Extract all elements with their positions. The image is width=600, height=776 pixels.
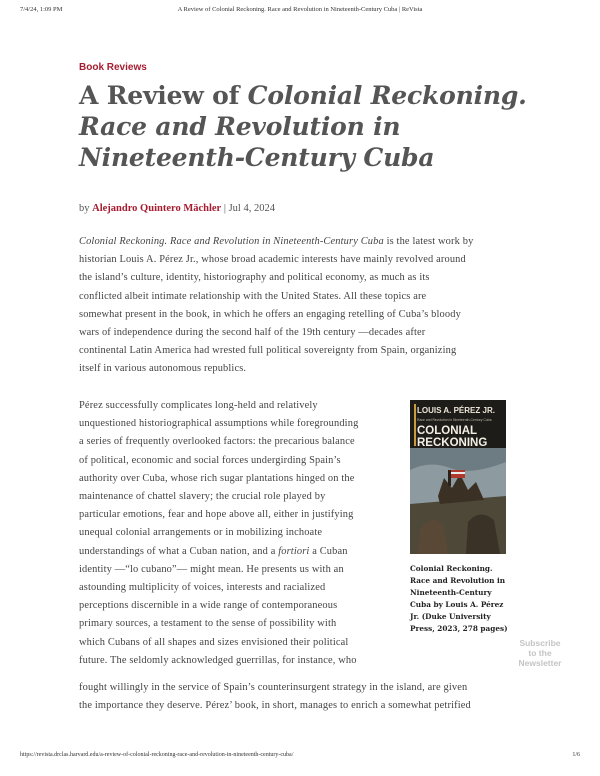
paragraph-line: somewhat present in the book, in which he offers an engaging retelling of Cuba’s bloody bbox=[79, 308, 461, 320]
title-line-3: Nineteenth-Century Cuba bbox=[79, 143, 435, 172]
book-caption bbox=[410, 563, 520, 635]
book-cover-image bbox=[410, 400, 506, 554]
subscribe-line-3: Newsletter bbox=[518, 658, 562, 668]
author-link[interactable]: Alejandro Quintero Mächler bbox=[92, 203, 222, 214]
book-title-inline: Colonial Reckoning. Race and Revolution in Nineteenth-Century Cuba bbox=[79, 236, 384, 247]
caption-line: Press, 2023, 278 pages) bbox=[410, 624, 508, 633]
cover-author: LOUIS A. PÉREZ JR. bbox=[417, 406, 495, 415]
paragraph-line: historian Louis A. Pérez Jr., whose broad academic interests have mainly revolved around bbox=[79, 254, 466, 266]
title-line-2: Race and Revolution in bbox=[79, 112, 401, 141]
paragraph-line: particular emotions, fear and hope above all, either in justifying bbox=[79, 509, 354, 521]
print-document-title: A Review of Colonial Reckoning. Race and Revolution in Nineteenth-Century Cuba | ReVista bbox=[177, 6, 423, 13]
paragraph-line: primary sources, a testament to the sense of possibility with bbox=[79, 618, 337, 630]
byline-by: by bbox=[79, 203, 90, 214]
caption-line: Jr. (Duke University bbox=[410, 612, 491, 621]
paragraph-line: maintenance of chattel slavery; the crucial role played by bbox=[79, 491, 326, 503]
paragraph-line: perceptions discernible in a wide range of contemporaneous bbox=[79, 600, 338, 612]
article-title bbox=[79, 80, 529, 173]
paragraph-2 bbox=[79, 397, 369, 670]
subscribe-newsletter-button[interactable] bbox=[512, 638, 568, 668]
byline bbox=[79, 203, 275, 214]
paragraph-line: authority over Cuba, whose rich sugar plantations hinged on the bbox=[79, 472, 355, 484]
paragraph-line: Pérez successfully complicates long-held and relatively bbox=[79, 400, 318, 411]
title-italic: Colonial Reckoning. bbox=[247, 81, 527, 110]
publish-date: Jul 4, 2024 bbox=[228, 203, 275, 214]
paragraph-line: continental Latin America had wrested full political sovereignty from Spain, organizing bbox=[79, 345, 457, 357]
print-footer bbox=[0, 752, 600, 766]
paragraph-line: understandings of what a Cuban nation, and a fortiori a Cuban bbox=[79, 545, 348, 557]
cover-title-2: RECKONING bbox=[417, 437, 488, 449]
category-link[interactable]: Book Reviews bbox=[79, 62, 147, 73]
paragraph-line: of political, economic and social forces undergirding Spain’s bbox=[79, 454, 341, 466]
paragraph-line: astounding multiplicity of voices, interests and racialized bbox=[79, 582, 326, 594]
caption-line: Nineteenth-Century bbox=[410, 588, 492, 597]
paragraph-line: future. The seldomly acknowledged guerrillas, for instance, who bbox=[79, 654, 357, 666]
paragraph-line: fought willingly in the service of Spain’s counterinsurgent strategy in the island, are given bbox=[79, 682, 468, 693]
byline-separator: | bbox=[223, 203, 226, 214]
page-number: 1/6 bbox=[572, 752, 580, 758]
page-url: https://revista.drclas.harvard.edu/a-review-of-colonial-reckoning-race-and-revolution-in-nineteenth-century-cuba/ bbox=[20, 752, 294, 758]
paragraph-line: which Cubans of all shapes and sizes envisioned their political bbox=[79, 636, 349, 648]
paragraph-1 bbox=[79, 233, 519, 379]
paragraph-3 bbox=[79, 679, 539, 715]
paragraph-line: unequal colonial arrangements or in mobilizing inchoate bbox=[79, 527, 323, 539]
paragraph-line: conflicted albeit intimate relationship with the United States. All these topics are bbox=[79, 290, 427, 302]
paragraph-line: the importance they deserve. Pérez’ book, in short, manages to enrich a somewhat petrified bbox=[79, 700, 471, 712]
paragraph-line: the island’s culture, identity, historiography and political economy, as much as its bbox=[79, 272, 430, 284]
subscribe-line-2: to the bbox=[528, 648, 552, 658]
title-plain: A Review of bbox=[79, 81, 248, 110]
paragraph-line: unquestioned historiographical assumptions while foregrounding bbox=[79, 418, 359, 430]
cover-subtitle: Race and Revolution in Nineteenth-Century Cuba bbox=[417, 418, 492, 422]
print-date: 7/4/24, 1:09 PM bbox=[20, 6, 63, 13]
paragraph-line: identity —“lo cubano”— might mean. He presents us with an bbox=[79, 563, 344, 575]
caption-line: Cuba by Louis A. Pérez bbox=[410, 600, 504, 609]
subscribe-line-1: Subscribe bbox=[519, 638, 561, 648]
print-header bbox=[0, 6, 600, 20]
paragraph-line: wars of independence during the second half of the 19th century —decades after bbox=[79, 327, 426, 339]
paragraph-line: a series of frequently overlooked factors: the precarious balance bbox=[79, 436, 355, 448]
cover-title-1: COLONIAL bbox=[417, 425, 478, 437]
paragraph-line: Colonial Reckoning. Race and Revolution in Nineteenth-Century Cuba is the latest work by bbox=[79, 236, 474, 247]
caption-line: Race and Revolution in bbox=[410, 576, 506, 585]
paragraph-line: itself in various autonomous republics. bbox=[79, 363, 247, 375]
caption-line: Colonial Reckoning. bbox=[410, 564, 493, 573]
